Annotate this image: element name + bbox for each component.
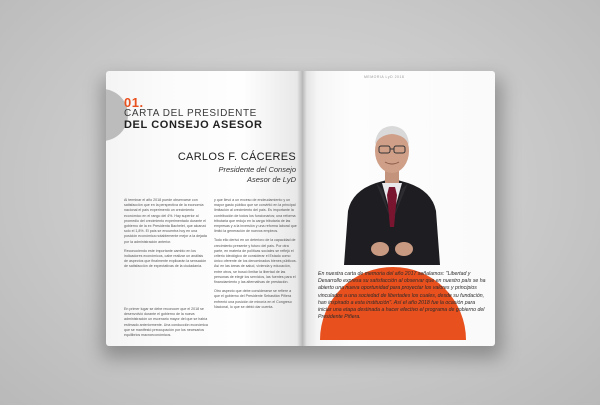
- body-column-b: [214, 198, 298, 314]
- body-paragraph: Reconociendo este importante cambio en los indicadores económicos, cabe realizar un análisis de aspectos que finalmente explicarán la sensación de satisfacción de expectativas de la ciudadanía.: [124, 248, 207, 269]
- author-name: CARLOS F. CÁCERES: [177, 151, 296, 163]
- page-header-marker: MEMORIA LyD 2018: [364, 75, 405, 79]
- body-paragraph: Otro aspecto que debe considerarse se refiere a que el gobierno del Presidente Sebastián Piñera enfrentó una posición de minoría en el Congreso Nacional, lo que se debió dar cuenta.: [214, 289, 292, 309]
- author-role-line2: Asesor de LyD: [246, 175, 296, 184]
- author-role-line1: Presidente del Consejo: [218, 165, 296, 174]
- body-column-a-continued: [124, 307, 208, 342]
- body-paragraph: Todo ello derivó en un deterioro de la capacidad de crecimiento presente y futuro del país. Por otra parte, en materia de políticas sociales se reflejó el criterio ideológico de considerar el Estado como único oferente de los denominados bienes públicos. Así en las áreas de salud, vivienda y educación, entre otros, se buscó limitar la libertad de las personas de elegir los servicios, las fuentes para el financiamiento y las alternativas de prestación.: [214, 238, 297, 285]
- left-page: [106, 71, 302, 346]
- body-paragraph: Al terminar el año 2018 puede observarse con satisfacción que en la perspectiva de la economía nacional el país experimentó un crecimiento económico en el rango del 4%. Hay superior al promedio del crecimiento experimentado durante el gobierno de la ex Presidenta Bachelet, que alcanzó solo el 1,8%. El país se encuentra hoy en una posición económica notablemente mejor a la dejada por la administración anterior.: [124, 198, 207, 244]
- book-spine: [297, 71, 307, 346]
- section-title-line2: DEL CONSEJO ASESOR: [124, 119, 263, 131]
- right-page: [302, 71, 495, 346]
- quote-text: En nuestra carta de memoria del año 2017 señalamos: "Libertad y Desarrollo expresa su satisfacción al observar que en nuestro país se ha abierto una nueva oportunidad para proyectar los valores y principios vinculados a una sociedad de libertades los cuales, desde su fundación, han inspirado a esta institución". Así el año 2018 fue la ocasión para iniciar una etapa destinada a hacer efectivo el programa de gobierno del Presidente Piñera.: [318, 271, 486, 321]
- section-number: 01.: [124, 95, 144, 110]
- body-paragraph: En primer lugar se debe reconocer que el 2018 se desenvolvió durante el gobierno de la nueva administración un escenario mayor del que se había estimado anteriormente. Una conducción económica que se manifestó preocupación por los necesarios equilibrios macroeconómicos.: [124, 307, 208, 338]
- body-column-a: [124, 198, 208, 274]
- president-portrait: [332, 99, 452, 265]
- body-paragraph: y que llevó a un exceso de endeudamiento y un mayor gasto público que se convirtió en la principal limitación al crecimiento del país. Es importante la contribución de todos los funcionarios; una reforma tributaria que redujo en la carga tributaria de las empresas y a la inversión y una reforma laboral que limitó la generación de nuevos empleos.: [214, 198, 297, 234]
- author-role: [146, 165, 296, 185]
- section-title-line1: CARTA DEL PRESIDENTE: [124, 108, 257, 119]
